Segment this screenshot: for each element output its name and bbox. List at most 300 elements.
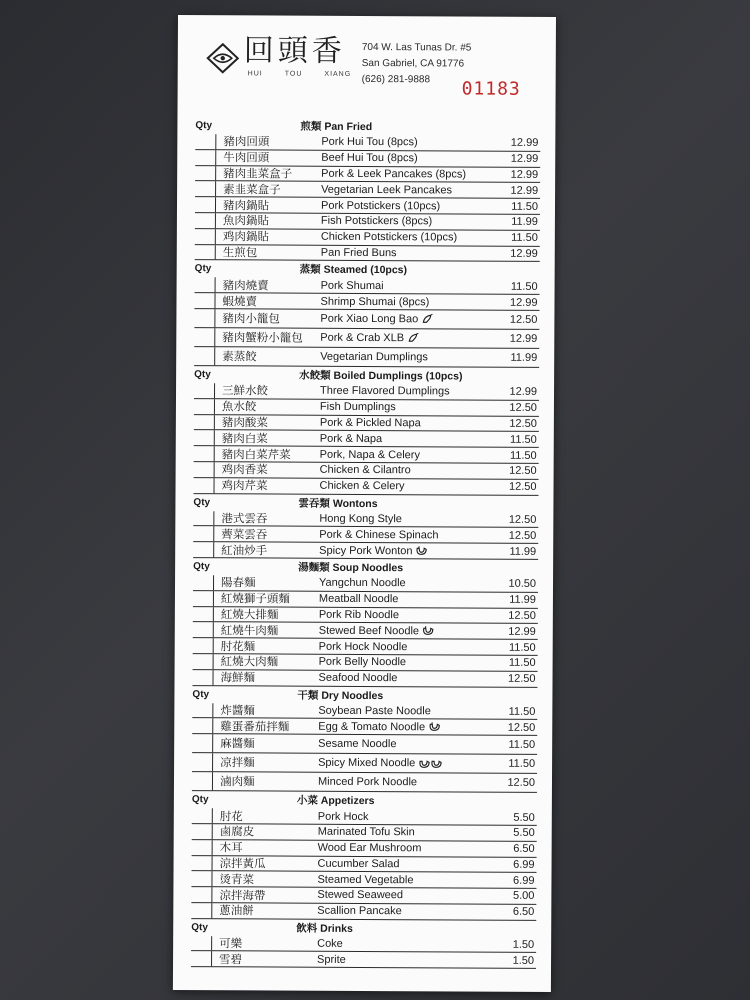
section-title: 水餃類 Boiled Dumplings (10pcs) (299, 369, 463, 383)
item-english-text: Pork Hock Noodle (318, 640, 408, 653)
menu-item-row (192, 808, 537, 826)
item-english-text: Pork Potstickers (10pcs) (320, 199, 441, 212)
item-english-name (305, 279, 490, 292)
menu-item-row (192, 670, 537, 688)
spicy-icon (428, 722, 440, 733)
item-chinese-name: 紅油炒手 (213, 542, 303, 557)
menu-item-row (193, 654, 538, 672)
menu-item-row (193, 478, 538, 496)
item-chinese-name: 豬肉韭菜盒子 (215, 166, 305, 181)
qty-label: Qty (194, 369, 211, 381)
qty-cell[interactable] (191, 952, 211, 967)
section-header (192, 686, 537, 705)
menu-item-row (194, 446, 539, 464)
item-chinese-name: 素蒸餃 (214, 347, 304, 365)
item-price: 5.50 (513, 811, 535, 824)
item-english-text: Chicken & Cilantro (319, 464, 411, 477)
item-english-name (302, 858, 487, 871)
item-price: 12.99 (509, 332, 538, 345)
menu-section (194, 260, 540, 367)
section-title: 煎類 Pan Fried (300, 120, 373, 134)
item-chinese-name: 雪碧 (211, 952, 301, 967)
menu-item-row (192, 718, 537, 736)
qty-cell[interactable] (192, 824, 212, 839)
item-price: 12.50 (509, 313, 538, 326)
item-price: 12.50 (507, 672, 536, 685)
menu-item-row (192, 703, 537, 721)
menu-section (193, 494, 538, 560)
item-chinese-name: 豬肉酸菜 (214, 415, 304, 430)
spicy-icon (422, 626, 434, 637)
item-chinese-name: 滷肉麵 (212, 772, 302, 790)
item-price: 5.00 (512, 890, 535, 903)
section-title: 小菜 Appetizers (296, 794, 375, 808)
qty-cell[interactable] (195, 245, 215, 260)
item-english-text: Pork & Leek Pancakes (8pcs) (321, 167, 467, 181)
qty-label: Qty (194, 263, 212, 275)
spicy-icon (416, 545, 428, 556)
qty-cell[interactable] (194, 309, 214, 327)
qty-cell[interactable] (195, 229, 215, 244)
item-price: 12.50 (509, 465, 537, 478)
item-english-name (303, 577, 488, 590)
item-chinese-name: 肘花麵 (213, 638, 303, 653)
qty-cell[interactable] (192, 718, 212, 733)
item-price: 12.50 (507, 721, 536, 734)
item-english-name (305, 168, 490, 181)
qty-cell[interactable] (192, 734, 212, 752)
item-english-name (303, 640, 488, 653)
menu-item-row (195, 166, 540, 184)
menu-item-row (191, 952, 536, 970)
item-english-text: Pan Fried Buns (320, 246, 397, 260)
item-chinese-name: 鸡肉芹菜 (213, 478, 303, 493)
menu-item-row (194, 293, 539, 311)
qty-cell[interactable] (195, 213, 215, 228)
menu-item-row (191, 871, 536, 889)
item-english-text: Seafood Noodle (318, 671, 398, 685)
item-chinese-name: 三鮮水餃 (214, 383, 304, 398)
item-price: 6.99 (513, 858, 535, 871)
qty-cell[interactable] (191, 903, 211, 918)
item-chinese-name: 海鮮麵 (212, 670, 302, 685)
item-price: 11.99 (511, 216, 538, 229)
item-chinese-name: 烫青菜 (211, 871, 301, 886)
menu-item-row (194, 383, 539, 401)
item-chinese-name: 紅燒大排麵 (213, 607, 303, 622)
item-english-text: Meatball Noodle (318, 592, 399, 606)
item-price: 12.50 (509, 417, 537, 430)
menu-item-row (194, 309, 539, 330)
menu-item-row (193, 575, 538, 593)
menu-section (192, 558, 538, 687)
qty-cell[interactable] (194, 446, 214, 461)
qty-cell[interactable] (194, 430, 214, 445)
header (177, 15, 556, 117)
item-chinese-name: 鸡肉香菜 (214, 462, 304, 477)
item-english-name (304, 401, 489, 414)
qty-cell[interactable] (193, 478, 213, 493)
item-english-text: Shrimp Shumai (8pcs) (320, 295, 430, 308)
qty-cell[interactable] (193, 622, 213, 637)
qty-label: Qty (195, 120, 213, 132)
item-price: 11.50 (511, 200, 539, 213)
section-title: 雲吞類 Wontons (298, 497, 378, 510)
qty-cell[interactable] (192, 808, 212, 823)
item-english-text: Pork & Pickled Napa (319, 416, 421, 430)
qty-cell[interactable] (195, 166, 215, 181)
qty-cell[interactable] (192, 753, 212, 771)
qty-label: Qty (191, 921, 208, 933)
item-price: 12.50 (508, 480, 537, 494)
item-english-text: Scallion Pancake (317, 905, 402, 918)
item-english-text: Pork, Napa & Celery (319, 448, 420, 461)
qty-label: Qty (192, 688, 210, 700)
address-line2: San Gabriel, CA 91776 (361, 57, 465, 70)
item-price: 11.50 (510, 433, 537, 446)
item-english-text: Pork & Crab XLB (320, 331, 405, 345)
item-english-name (302, 757, 487, 770)
item-english-name (304, 295, 489, 308)
item-chinese-name: 炸醬麵 (212, 703, 302, 718)
item-english-text: Fish Potstickers (8pcs) (320, 215, 433, 228)
item-chinese-name: 紅燒獅子頭麵 (213, 591, 303, 606)
item-chinese-name: 肘花 (212, 808, 302, 823)
menu-item-row (192, 856, 537, 874)
item-english-text: Cucumber Salad (317, 857, 400, 871)
qty-cell[interactable] (191, 871, 211, 886)
item-english-text: Pork Hui Tou (8pcs) (321, 136, 418, 149)
item-price: 12.50 (508, 529, 537, 542)
menu-item-row (192, 753, 537, 774)
qty-cell[interactable] (192, 670, 212, 685)
qty-cell[interactable] (192, 840, 212, 855)
item-chinese-name: 涼拌黃瓜 (212, 856, 302, 871)
item-english-name (304, 417, 489, 430)
item-english-text: Pork Belly Noodle (318, 656, 407, 669)
item-english-name (304, 332, 489, 345)
menu-item-row (195, 245, 540, 263)
menu-sections (191, 117, 540, 969)
item-chinese-name: 鹵腐皮 (212, 824, 302, 839)
qty-cell[interactable] (193, 638, 213, 653)
menu-item-row (195, 277, 540, 295)
item-english-text: Vegetarian Dumplings (320, 350, 428, 364)
item-english-name (303, 513, 488, 526)
section-title: 蒸類 Steamed (10pcs) (299, 264, 408, 277)
menu-item-row (194, 430, 539, 448)
item-price: 12.99 (510, 152, 539, 166)
qty-cell[interactable] (193, 607, 213, 622)
menu-item-row (194, 347, 539, 368)
section-header (191, 919, 536, 938)
menu-item-row (192, 840, 537, 858)
qty-cell[interactable] (193, 654, 213, 669)
item-english-name (305, 247, 490, 260)
item-price: 12.50 (508, 609, 536, 622)
menu-item-row (195, 229, 540, 247)
menu-section (193, 366, 539, 495)
section-header (192, 791, 537, 810)
qty-cell[interactable] (194, 293, 214, 308)
logo-chinese-name: 回頭香 (243, 33, 346, 69)
section-title: 干類 Dry Noodles (297, 689, 384, 702)
item-english-name (304, 432, 489, 445)
menu-item-row (194, 399, 539, 417)
qty-cell[interactable] (194, 328, 214, 346)
item-english-name (303, 528, 488, 541)
qty-cell[interactable] (193, 526, 213, 541)
qty-label: Qty (193, 496, 211, 508)
item-price: 11.99 (510, 351, 538, 364)
item-english-text: Sesame Noodle (318, 737, 397, 751)
item-english-text: Three Flavored Dumplings (320, 385, 450, 398)
menu-item-row (195, 134, 540, 152)
spicy-icon-double (418, 758, 442, 769)
menu-item-row (195, 197, 540, 215)
item-english-text: Yangchun Noodle (318, 577, 406, 590)
item-english-name (302, 738, 487, 751)
ticket-number: 01183 (461, 78, 521, 100)
menu-item-row (194, 328, 539, 349)
item-english-text: Pork Rib Noodle (318, 608, 399, 622)
item-chinese-name: 生煎包 (215, 245, 305, 260)
item-english-name (302, 776, 487, 789)
chili-icon (421, 314, 433, 325)
item-english-name (305, 215, 490, 228)
item-chinese-name: 木耳 (212, 840, 302, 855)
item-chinese-name: 豬肉白菜芹菜 (214, 446, 304, 461)
item-price: 11.50 (508, 757, 536, 770)
menu-item-row (193, 526, 538, 544)
chili-icon (407, 333, 419, 344)
item-chinese-name: 豬肉蟹粉小籠包 (214, 328, 304, 346)
item-english-name (303, 544, 488, 557)
qty-cell[interactable] (195, 197, 215, 212)
item-english-text: Pork Shumai (320, 279, 384, 292)
item-english-name (301, 954, 486, 967)
item-english-text: Chicken & Celery (319, 479, 405, 493)
item-price: 12.99 (510, 184, 539, 197)
item-english-text: Stewed Seaweed (317, 889, 404, 902)
menu-item-row (194, 415, 539, 433)
qty-cell[interactable] (192, 772, 212, 790)
item-english-text: Egg & Tomato Noodle (318, 720, 426, 734)
menu-section (191, 791, 537, 920)
item-chinese-name: 豬肉白菜 (214, 431, 304, 446)
qty-cell[interactable] (193, 591, 213, 606)
item-english-name (303, 624, 488, 637)
item-chinese-name: 雞蛋番茄拌麵 (212, 719, 302, 734)
menu-item-row (193, 511, 538, 529)
section-header (193, 558, 538, 577)
item-english-name (305, 152, 490, 165)
item-price: 12.50 (508, 513, 537, 526)
section-title: 湯麵類 Soup Noodles (298, 561, 404, 575)
qty-cell[interactable] (194, 383, 214, 398)
menu-item-row (195, 181, 540, 199)
qty-cell[interactable] (194, 399, 214, 414)
item-english-text: Beef Hui Tou (8pcs) (321, 151, 418, 165)
item-english-name (304, 385, 489, 398)
qty-label: Qty (191, 794, 209, 806)
item-english-name (304, 313, 489, 326)
item-english-text: Coke (317, 937, 343, 950)
item-price: 11.50 (509, 449, 537, 462)
qty-cell[interactable] (195, 134, 215, 149)
item-chinese-name: 凉拌麵 (212, 753, 302, 771)
qty-cell[interactable] (193, 542, 213, 557)
item-english-name (303, 593, 488, 606)
section-header (193, 494, 538, 513)
menu-item-row (195, 150, 540, 168)
address-block (362, 40, 472, 89)
qty-cell[interactable] (191, 887, 211, 902)
item-english-text: Spicy Mixed Noodle (318, 756, 416, 770)
phone-number: (626) 281-9888 (361, 73, 431, 86)
item-chinese-name: 可樂 (211, 936, 301, 951)
menu-section (192, 686, 538, 793)
menu-item-row (191, 936, 536, 954)
item-price: 12.50 (509, 401, 537, 415)
item-price: 10.50 (508, 578, 537, 591)
item-english-name (302, 705, 487, 718)
qty-cell[interactable] (192, 703, 212, 718)
menu-item-row (195, 213, 540, 231)
item-chinese-name: 涼拌海帶 (211, 887, 301, 902)
menu-item-row (194, 462, 539, 480)
qty-cell[interactable] (194, 347, 214, 365)
item-chinese-name: 蔥油餅 (211, 903, 301, 918)
item-english-text: Stewed Beef Noodle (318, 624, 420, 637)
item-chinese-name: 魚肉鍋貼 (215, 213, 305, 228)
item-english-name (305, 199, 490, 212)
item-price: 6.99 (513, 874, 535, 887)
item-price: 12.99 (509, 386, 538, 399)
item-english-text: Steamed Vegetable (317, 873, 414, 886)
item-chinese-name: 陽春麵 (213, 575, 303, 590)
item-price: 12.99 (510, 168, 539, 181)
qty-cell[interactable] (194, 462, 214, 477)
item-english-name (302, 842, 487, 855)
item-chinese-name: 魚水餃 (214, 399, 304, 414)
item-english-name (305, 231, 490, 244)
qty-cell[interactable] (191, 936, 211, 951)
qty-cell[interactable] (193, 575, 213, 590)
item-english-text: Marinated Tofu Skin (317, 826, 415, 839)
item-price: 11.50 (510, 280, 538, 293)
section-header (195, 260, 540, 279)
qty-cell[interactable] (192, 856, 212, 871)
item-chinese-name: 蝦燒賣 (214, 293, 304, 308)
item-chinese-name: 豬肉回頭 (215, 134, 305, 149)
menu-section (195, 117, 541, 262)
item-english-name (301, 905, 486, 918)
item-price: 11.50 (511, 231, 538, 245)
item-english-text: Wood Ear Mushroom (317, 841, 422, 855)
item-english-text: Sprite (317, 953, 346, 966)
item-english-name (304, 464, 489, 477)
item-price: 12.99 (510, 137, 539, 150)
item-english-text: Pork Hock (317, 810, 369, 823)
qty-cell[interactable] (193, 511, 213, 526)
section-title: 飲料 Drinks (296, 922, 353, 935)
item-english-text: Chicken Potstickers (10pcs) (320, 230, 458, 244)
item-english-name (303, 609, 488, 622)
qty-cell[interactable] (195, 150, 215, 165)
item-price: 11.50 (508, 705, 536, 718)
item-english-text: Pork & Napa (319, 432, 383, 445)
logo-romanized-name: HUI TOU XIANG (247, 70, 352, 78)
qty-cell[interactable] (195, 277, 215, 292)
item-english-name (305, 136, 490, 149)
item-english-name (302, 810, 487, 823)
item-price: 5.50 (513, 827, 535, 840)
item-chinese-name: 麻醬麵 (212, 734, 302, 752)
menu-item-row (191, 887, 536, 905)
menu-item-row (191, 903, 536, 921)
item-english-name (303, 672, 488, 685)
menu-item-row (193, 638, 538, 656)
item-chinese-name: 豬肉鍋貼 (215, 197, 305, 212)
menu-item-row (192, 824, 537, 842)
section-header (194, 366, 539, 385)
item-english-name (303, 656, 488, 669)
item-chinese-name: 豬肉燒賣 (215, 278, 305, 293)
item-english-text: Vegetarian Leek Pancakes (321, 183, 452, 197)
item-english-name (301, 873, 486, 886)
item-english-name (301, 889, 486, 902)
item-chinese-name: 薺菜雲吞 (213, 527, 303, 542)
item-english-text: Spicy Pork Wonton (319, 544, 413, 557)
menu-section (191, 919, 536, 969)
qty-label: Qty (193, 561, 210, 573)
item-price: 12.50 (507, 776, 536, 789)
item-english-text: Minced Pork Noodle (317, 775, 418, 789)
item-price: 11.50 (508, 641, 536, 654)
item-price: 6.50 (512, 906, 535, 919)
item-chinese-name: 紅燒大肉麵 (213, 654, 303, 669)
qty-cell[interactable] (195, 181, 215, 196)
item-english-name (304, 448, 489, 461)
address-line1: 704 W. Las Tunas Dr. #5 (361, 41, 472, 54)
item-price: 11.99 (509, 593, 536, 607)
menu-item-row (192, 772, 537, 793)
menu-item-row (193, 542, 538, 560)
item-english-name (304, 480, 489, 493)
item-chinese-name: 紅燒牛肉麵 (213, 623, 303, 638)
item-chinese-name: 鸡肉鍋貼 (215, 229, 305, 244)
item-english-name (302, 826, 487, 839)
item-price: 11.50 (508, 657, 536, 670)
menu-item-row (193, 622, 538, 640)
item-chinese-name: 豬肉小籠包 (214, 309, 304, 327)
item-english-name (305, 183, 490, 196)
menu-item-row (193, 607, 538, 625)
item-price: 11.99 (509, 545, 537, 558)
item-english-text: Fish Dumplings (319, 400, 396, 414)
menu-item-row (193, 591, 538, 609)
item-price: 12.99 (508, 625, 536, 638)
item-english-text: Pork & Chinese Spinach (319, 528, 439, 542)
order-sheet (173, 15, 556, 992)
item-chinese-name: 港式雲吞 (213, 511, 303, 526)
item-price: 1.50 (512, 954, 535, 967)
qty-cell[interactable] (194, 415, 214, 430)
item-english-text: Soybean Paste Noodle (318, 704, 431, 718)
item-price: 1.50 (512, 938, 535, 951)
item-price: 12.99 (510, 247, 538, 260)
